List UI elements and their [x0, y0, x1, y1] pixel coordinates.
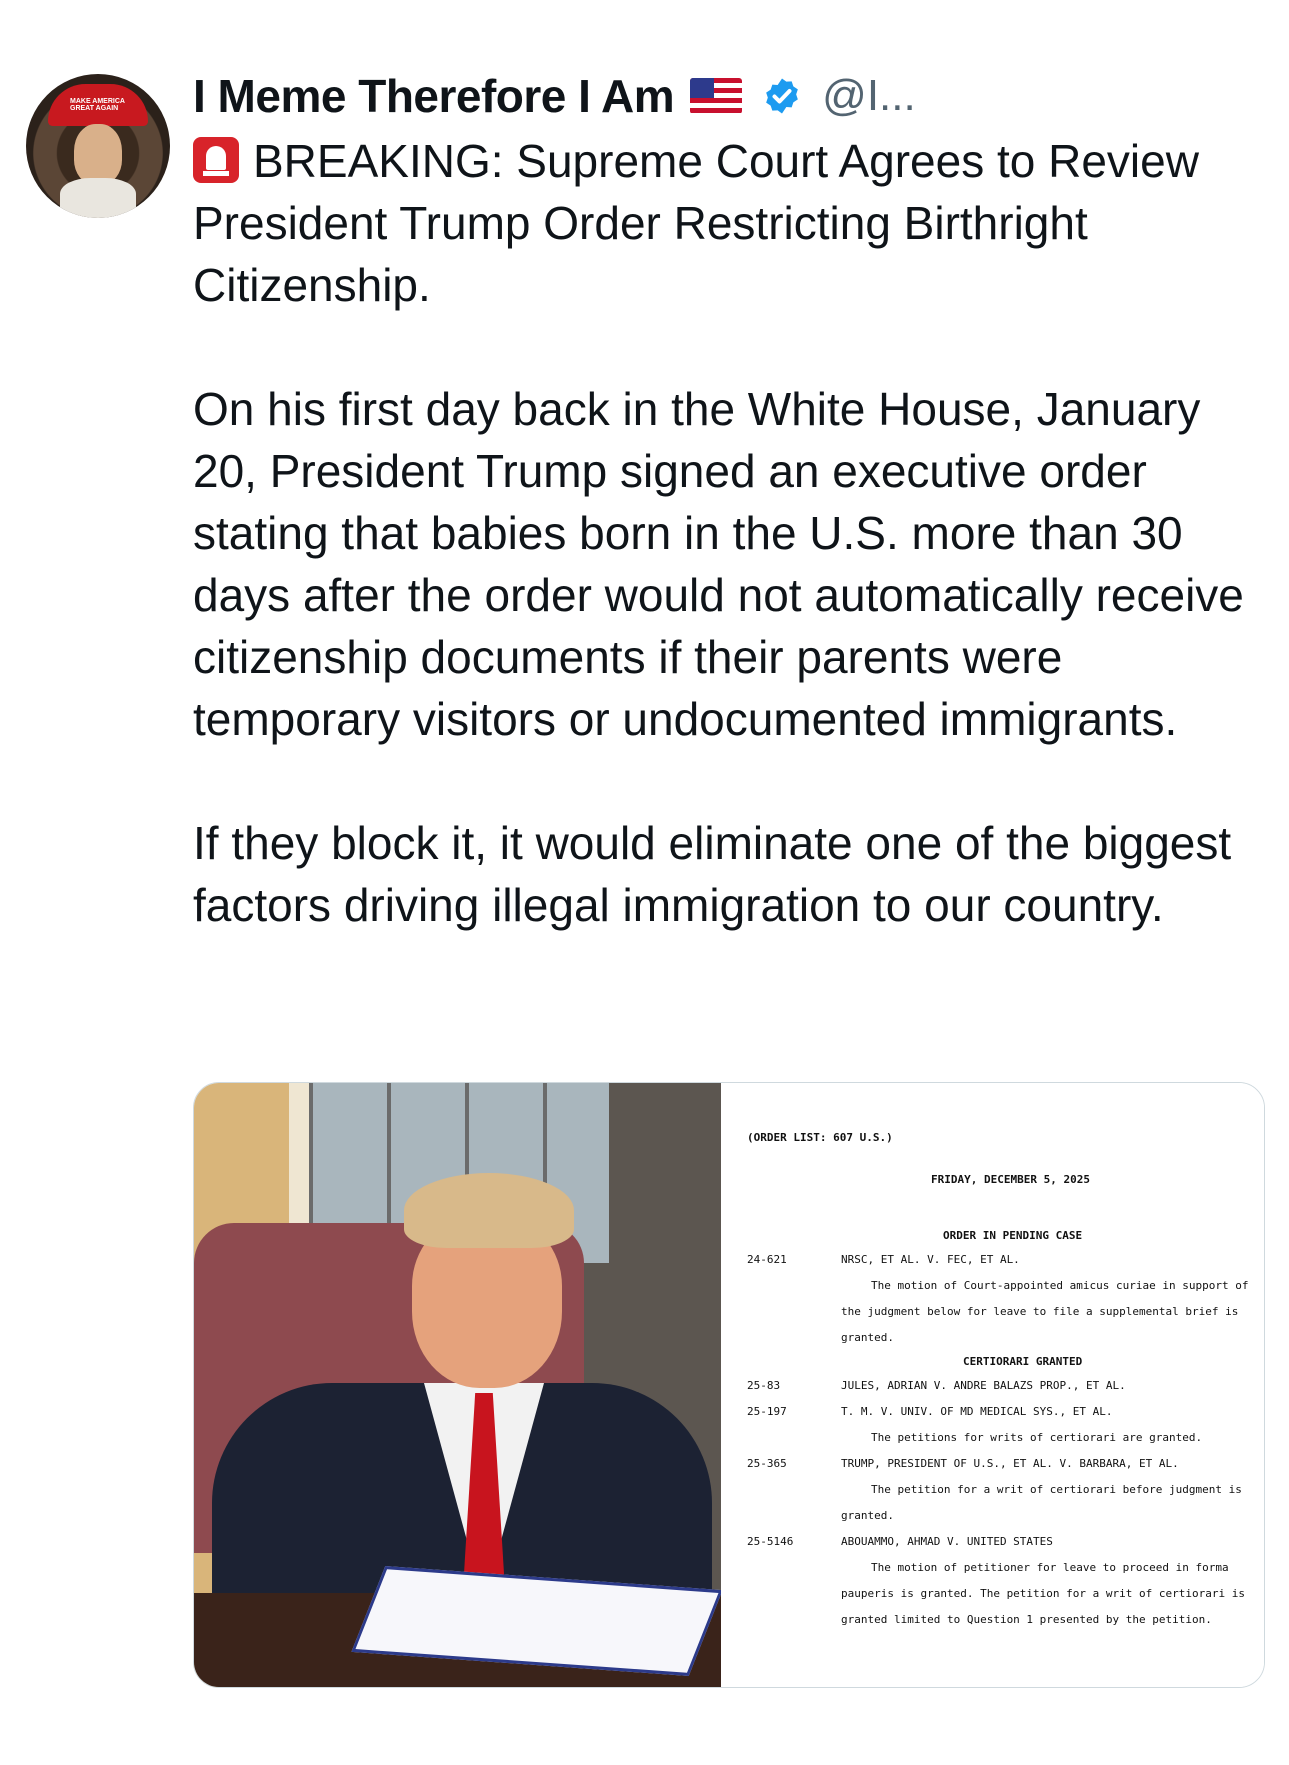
- case-text: The petition for a writ of certiorari before judgment is: [871, 1483, 1242, 1496]
- case-number: 25-197: [747, 1405, 787, 1418]
- order-date: FRIDAY, DECEMBER 5, 2025: [931, 1173, 1090, 1186]
- case-title: ABOUAMMO, AHMAD V. UNITED STATES: [841, 1535, 1053, 1548]
- section-pending: ORDER IN PENDING CASE: [943, 1229, 1083, 1242]
- cap-text: MAKE AMERICA GREAT AGAIN: [70, 98, 125, 112]
- author-name[interactable]: I Meme Therefore I Am: [193, 70, 675, 122]
- verified-badge-icon: [762, 76, 802, 116]
- case-text: granted.: [841, 1331, 894, 1344]
- case-title: T. M. V. UNIV. OF MD MEDICAL SYS., ET AL.: [841, 1405, 1113, 1418]
- avatar-face: [74, 124, 122, 184]
- media-attachment[interactable]: [193, 1082, 1265, 1688]
- case-title: NRSC, ET AL. V. FEC, ET AL.: [841, 1253, 1020, 1266]
- case-text: pauperis is granted. The petition for a writ of certiorari is: [841, 1587, 1245, 1600]
- author-handle[interactable]: @I...: [822, 71, 916, 120]
- case-number: 25-5146: [747, 1535, 794, 1548]
- hair: [404, 1173, 574, 1248]
- case-number: 24-621: [747, 1253, 787, 1266]
- tweet-header: [193, 66, 916, 126]
- case-text: the judgment below for leave to file a supplemental brief is: [841, 1305, 1239, 1318]
- flag-us-icon: [690, 78, 742, 114]
- case-text: granted limited to Question 1 presented by the petition.: [841, 1613, 1212, 1626]
- photo-image[interactable]: [194, 1083, 721, 1687]
- case-text: granted.: [841, 1509, 894, 1522]
- order-list: (ORDER LIST: 607 U.S.): [747, 1131, 893, 1144]
- case-text: The motion of Court-appointed amicus curiae in support of: [871, 1279, 1249, 1292]
- headline: [193, 130, 1263, 316]
- case-text: The petitions for writs of certiorari are granted.: [871, 1431, 1203, 1444]
- case-title: JULES, ADRIAN V. ANDRE BALAZS PROP., ET AL.: [841, 1379, 1126, 1392]
- section-granted: CERTIORARI GRANTED: [963, 1355, 1083, 1368]
- red-cap: [48, 84, 148, 126]
- police-light-icon: [193, 137, 239, 183]
- paragraph-1: On his first day back in the White House, January 20, President Trump signed an executive order stating that babies born in the U.S. more than 30 days after the order would not automatically receive citizenship documents if their parents were temporary visitors or undocumented immigrants.: [193, 383, 1244, 745]
- headline-text: BREAKING: Supreme Court Agrees to Review President Trump Order Restricting Birthright Citizenship.: [193, 135, 1199, 311]
- avatar[interactable]: [26, 74, 170, 218]
- avatar-collar: [60, 178, 136, 218]
- case-title: TRUMP, PRESIDENT OF U.S., ET AL. V. BARBARA, ET AL.: [841, 1457, 1179, 1470]
- order-document-image[interactable]: [721, 1083, 1264, 1687]
- case-number: 25-83: [747, 1379, 781, 1392]
- case-number: 25-365: [747, 1457, 787, 1470]
- case-text: The motion of petitioner for leave to proceed in forma: [871, 1561, 1229, 1574]
- paragraph-2: If they block it, it would eliminate one of the biggest factors driving illegal immigration to our country.: [193, 817, 1232, 931]
- tweet-text: [193, 130, 1263, 936]
